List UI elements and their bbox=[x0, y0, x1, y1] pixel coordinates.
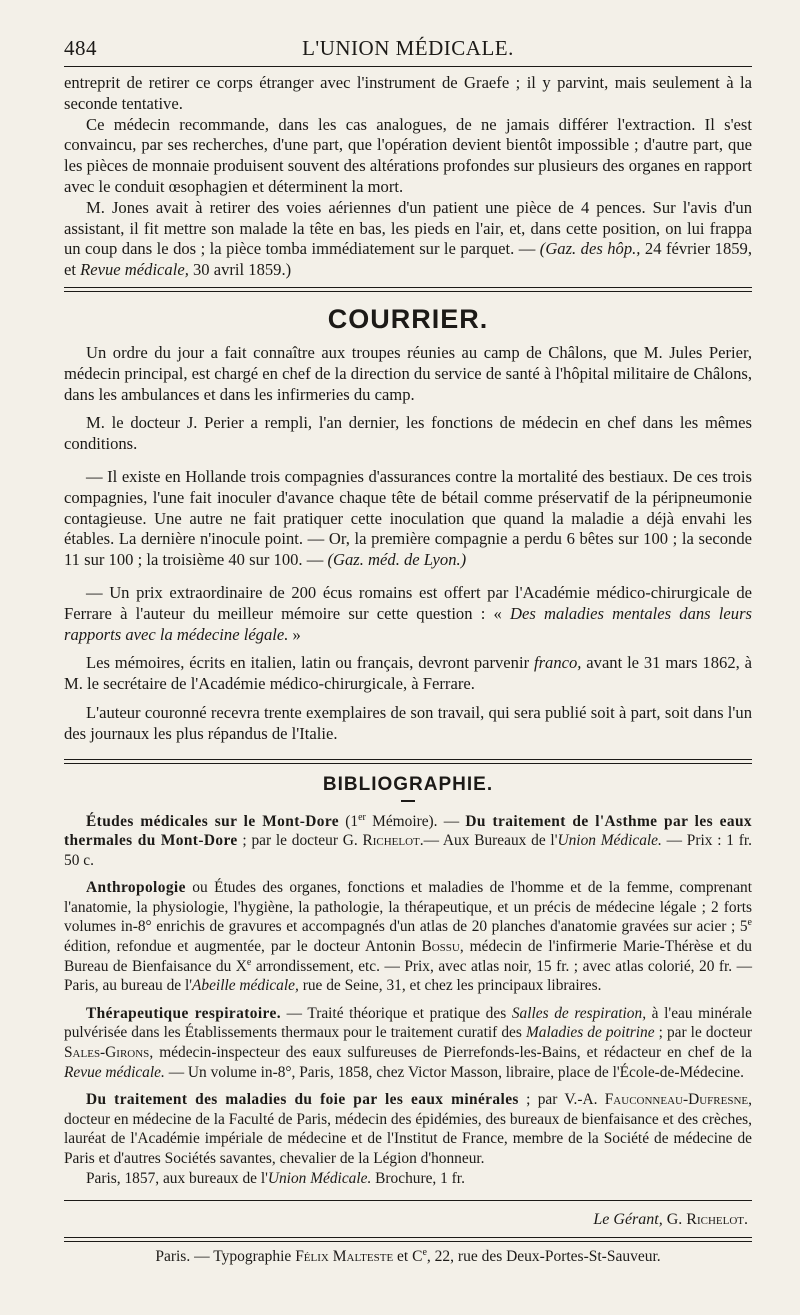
courrier-paragraph-4: — Un prix extraordinaire de 200 écus romains est offert par l'Académie médico-chirurgicale de Ferrare à l'auteur du meilleur mémoire sur cette question : « Des maladies mentales dans leurs rapports avec la médecine légale. » bbox=[64, 582, 752, 644]
bibliography-entry-4-publication: Paris, 1857, aux bureaux de l'Union Médicale. Brochure, 1 fr. bbox=[86, 1169, 465, 1187]
courrier-heading: COURRIER. bbox=[327, 303, 489, 334]
printer-imprint: Paris. — Typographie Félix Malteste et Ce, 22, rue des Deux-Portes-St-Sauveur. bbox=[155, 1247, 661, 1266]
section-divider bbox=[64, 287, 752, 292]
courrier-paragraph-6: L'auteur couronné recevra trente exemplaires de son travail, qui sera publié soit à part, soit dans l'un des journaux les plus répandus de l'Italie. bbox=[64, 702, 752, 743]
courrier-paragraph-1: Un ordre du jour a fait connaître aux troupes réunies au camp de Châlons, que M. Jules Perier, médecin principal, est chargé en chef de la direction du service de santé à l'hôpital militaire de Châlons, dans les ambulances et dans les infirmeries du camp. bbox=[64, 342, 752, 404]
page-number: 484 bbox=[64, 36, 97, 60]
bibliography-entry-3: Thérapeutique respiratoire. — Traité théorique et pratique des Salles de respiration, à l'eau minérale pulvérisée dans les Établissements thermaux pour le traitement curatif des Maladies de poitrine ; par le docteur Sales-Girons, médecin-inspecteur des eaux sulfureuses de Pierrefonds-les-Bains, et rédacteur en chef de la Revue médicale. — Un volume in-8°, Paris, 1858, chez Victor Masson, libraire, place de l'École-de-Médecine. bbox=[64, 1004, 753, 1081]
imprint-rule bbox=[64, 1237, 752, 1242]
courrier-paragraph-5: Les mémoires, écrits en italien, latin ou français, devront parvenir franco, avant le 31 mars 1862, à M. le secrétaire de l'Académie médico-chirurgicale, à Ferrare. bbox=[64, 653, 752, 694]
continued-paragraph-3: M. Jones avait à retirer des voies aériennes d'un patient une pièce de 4 pences. Sur l'avis d'un assistant, il fit mettre son malade la tête en bas, les pieds en l'air, et, dans cette position, on lui frappa un coup dans le dos ; la pièce tomba immédiatement sur le parquet. — (Gaz. des hôp., 24 février 1859, et Revue médicale, 30 avril 1859.) bbox=[64, 197, 752, 280]
courrier-paragraph-3: — Il existe en Hollande trois compagnies d'assurances contre la mortalité des bestiaux. De ces trois compagnies, l'une fait inoculer d'avance chaque tête de bétail comme préservatif de la péripneumonie contagieuse. Une autre ne fait pratiquer cette inoculation que quand la maladie a déjà envahi les étables. La dernière n'inocule point. — Or, la première compagnie a perdu 6 bêtes sur 100 ; la seconde 11 sur 100 ; la troisième 40 sur 100. — (Gaz. méd. de Lyon.) bbox=[64, 466, 752, 570]
heading-dash bbox=[401, 800, 415, 802]
continued-paragraph-1: entreprit de retirer ce corps étranger avec l'instrument de Graefe ; il y parvint, mais seulement à la seconde tentative. bbox=[64, 73, 752, 113]
running-head bbox=[64, 36, 752, 66]
section-divider bbox=[64, 759, 752, 764]
bibliographie-heading: BIBLIOGRAPHIE. bbox=[322, 773, 494, 795]
continued-paragraph-2: Ce médecin recommande, dans les cas analogues, de ne jamais différer l'extraction. Il s'est convaincu, par ses recherches, d'une part, que l'opération devient bientôt impossible ; d'autre part, que les pièces de monnaie produisent souvent des altérations profondes sur plusieurs des organes en rapport avec le conduit œsophagien et déterminent la mort. bbox=[64, 114, 752, 196]
courrier-paragraph-2: M. le docteur J. Perier a rempli, l'an dernier, les fonctions de médecin en chef dans les mêmes conditions. bbox=[64, 413, 752, 454]
bibliography-entry-2: Anthropologie ou Études des organes, fonctions et maladies de l'homme et de la femme, comprenant l'anatomie, la physiologie, l'hygiène, la pathologie, la thérapeutique, et un précis de médecine légale ; 2 forts volumes in-8° enrichis de gravures et accompagnés d'un atlas de 20 planches d'anatomie gravées sur acier ; 5e édition, refondue et augmentée, par le docteur Antonin Bossu, médecin de l'infirmerie Marie-Thérèse et du Bureau de Bienfaisance du Xe arrondissement, etc. — Prix, avec atlas noir, 15 fr. ; avec atlas colorié, 20 fr. — Paris, au bureau de l'Abeille médicale, rue de Seine, 31, et chez les principaux libraires. bbox=[64, 879, 753, 995]
footer-rule bbox=[64, 1200, 752, 1201]
bibliography-entry-4: Du traitement des maladies du foie par les eaux minérales ; par V.-A. Fauconneau-Dufresne, docteur en médecine de la Faculté de Paris, médecin des épidémies, des bureaux de bienfaisance et des crèches, lauréat de l'Académie impériale de médecine et de l'Institut de France, membre de la Société de médecine de Paris et d'autres Sociétés savantes, chevalier de la Légion d'honneur. bbox=[64, 1091, 752, 1168]
bibliography-entry-1: Études médicales sur le Mont-Dore (1er Mémoire). — Du traitement de l'Asthme par les eaux thermales du Mont-Dore ; par le docteur G. Richelot.— Aux Bureaux de l'Union Médicale. — Prix : 1 fr. 50 c. bbox=[64, 811, 752, 869]
journal-title: L'UNION MÉDICALE. bbox=[302, 36, 514, 60]
gerant-signature-line: Le Gérant, G. Richelot. bbox=[593, 1211, 748, 1229]
